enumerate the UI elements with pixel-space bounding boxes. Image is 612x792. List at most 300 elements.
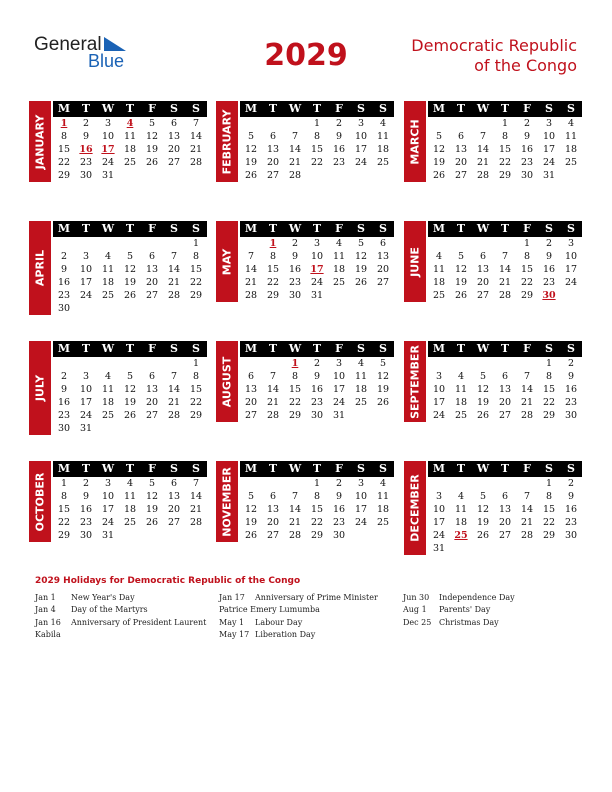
day-cell: 1 [192,358,200,369]
week-row [53,302,207,315]
week-row [428,396,582,409]
week-row [240,529,394,542]
week-row [53,529,207,542]
day-cell [428,237,450,250]
day-cell: 12 [432,144,446,155]
day-cell: 21 [167,397,181,408]
week-row [53,490,207,503]
day-cell: 10 [79,384,93,395]
month-name: OCTOBER [33,472,47,531]
day-cell [163,169,185,182]
day-cell: 5 [247,491,255,502]
day-cell: 4 [435,251,443,262]
day-cell [472,477,494,490]
day-cell: 29 [310,530,324,541]
day-cell: 22 [542,397,556,408]
week-row [428,289,582,302]
weekday-label: M [57,342,71,355]
month-label [216,341,238,422]
day-cell [240,357,262,370]
day-cell: 26 [476,410,490,421]
weekday-label: T [500,462,510,475]
day-cell: 31 [432,543,446,554]
week-row [53,156,207,169]
day-cell: 2 [82,478,90,489]
day-cell: 2 [335,118,343,129]
week-row [428,276,582,289]
day-cell [141,357,163,370]
day-cell: 3 [545,118,553,129]
holiday-item [35,629,211,641]
day-cell: 7 [523,491,531,502]
day-cell: 14 [520,384,534,395]
day-cell [516,542,538,555]
day-cell: 21 [498,277,512,288]
day-cell: 24 [79,410,93,421]
week-row [53,169,207,182]
day-cell [185,529,207,542]
week-row [428,477,582,490]
week-row [240,396,394,409]
day-cell [75,302,97,315]
day-cell: 28 [266,410,280,421]
week-row [240,383,394,396]
day-cell: 16 [520,144,534,155]
day-cell: 3 [335,358,343,369]
week-row [240,477,394,490]
weekday-label: T [268,342,278,355]
day-cell: 25 [432,290,446,301]
day-cell: 1 [60,478,68,489]
day-cell: 11 [454,504,468,515]
weekday-label: F [523,342,531,355]
day-cell: 16 [79,144,93,155]
day-cell: 24 [564,277,578,288]
day-cell: 7 [170,371,178,382]
week-row [53,383,207,396]
day-cell: 26 [145,157,159,168]
weekday-label: F [523,462,531,475]
day-cell [372,289,394,302]
day-cell: 10 [79,264,93,275]
weekday-label: M [57,462,71,475]
day-cell: 22 [57,517,71,528]
weekday-label: T [312,222,322,235]
day-cell: 3 [567,238,575,249]
day-cell: 19 [376,384,390,395]
day-cell: 18 [354,384,368,395]
weekday-header [428,221,582,237]
weekday-header [428,341,582,357]
day-cell: 30 [542,290,556,301]
week-row [240,289,394,302]
day-cell: 16 [564,504,578,515]
weekday-label: S [545,102,553,115]
day-cell: 6 [170,478,178,489]
day-cell: 22 [542,517,556,528]
day-cell [262,117,284,130]
day-cell: 9 [335,491,343,502]
week-row [428,357,582,370]
month-label [29,461,51,542]
day-cell: 23 [288,277,302,288]
day-cell: 5 [479,371,487,382]
day-cell: 3 [313,238,321,249]
day-cell: 28 [288,170,302,181]
holiday-name: New Year's Day [71,593,135,602]
weekday-header [240,221,394,237]
weekday-header [240,461,394,477]
holiday-item [403,604,579,616]
weekday-label: T [456,102,466,115]
weekday-header [53,461,207,477]
day-cell: 12 [123,384,137,395]
day-cell: 25 [454,530,468,541]
day-cell: 17 [432,397,446,408]
day-cell [538,542,560,555]
weekday-header [240,341,394,357]
day-cell: 17 [79,277,93,288]
day-cell: 25 [101,290,115,301]
holiday-item [35,604,211,616]
day-cell: 3 [357,118,365,129]
day-cell: 11 [454,384,468,395]
weekday-label: F [148,102,156,115]
day-cell [560,169,582,182]
day-cell: 29 [288,410,302,421]
day-cell: 26 [476,530,490,541]
day-cell: 5 [479,491,487,502]
day-cell: 8 [192,251,200,262]
day-cell: 9 [567,491,575,502]
day-cell [75,357,97,370]
day-cell: 19 [145,144,159,155]
weekday-label: S [567,462,575,475]
day-cell: 16 [79,504,93,515]
weekday-label: M [57,102,71,115]
weekday-label: F [523,102,531,115]
day-cell [328,289,350,302]
day-cell: 17 [310,264,324,275]
week-row [428,383,582,396]
weekday-label: M [57,222,71,235]
day-cell: 18 [101,397,115,408]
day-cell [560,289,582,302]
day-cell: 19 [145,504,159,515]
week-row [53,143,207,156]
weekday-label: T [456,462,466,475]
month-name: JANUARY [33,114,47,169]
day-cell: 25 [101,410,115,421]
weekday-label: W [288,222,302,235]
day-cell: 18 [332,264,346,275]
day-cell: 12 [244,144,258,155]
day-cell: 10 [432,384,446,395]
day-cell: 28 [520,410,534,421]
day-cell: 7 [291,491,299,502]
week-row [53,409,207,422]
day-cell [284,477,306,490]
day-cell: 17 [101,144,115,155]
day-cell: 27 [266,170,280,181]
day-cell: 14 [167,384,181,395]
day-cell: 27 [498,410,512,421]
day-cell: 30 [57,303,71,314]
day-cell: 3 [357,478,365,489]
weekday-label: T [500,222,510,235]
weekday-label: F [148,342,156,355]
week-row [240,263,394,276]
week-row [240,169,394,182]
holiday-name: Day of the Martyrs [71,605,148,615]
day-cell [119,529,141,542]
day-cell: 20 [244,397,258,408]
day-cell: 4 [335,238,343,249]
day-cell [97,302,119,315]
month-december [404,461,582,555]
week-row [428,117,582,130]
day-cell: 24 [432,530,446,541]
week-row [240,250,394,263]
month-days-grid [240,461,394,542]
holiday-date: Dec 25 [403,617,432,627]
week-row [428,370,582,383]
month-days-grid [53,341,207,435]
holiday-date: Aug 1 [403,605,427,615]
day-cell [141,529,163,542]
month-april [29,221,207,315]
day-cell: 16 [57,277,71,288]
week-row [53,516,207,529]
day-cell [97,422,119,435]
day-cell: 14 [189,491,203,502]
weekday-label: M [432,342,446,355]
day-cell: 13 [454,144,468,155]
day-cell: 1 [501,118,509,129]
weekday-label: W [101,342,115,355]
day-cell: 25 [123,517,137,528]
week-row [53,276,207,289]
day-cell: 17 [354,504,368,515]
weekday-label: T [456,222,466,235]
day-cell: 29 [266,290,280,301]
day-cell: 30 [79,530,93,541]
day-cell [284,117,306,130]
day-cell: 23 [542,277,556,288]
week-row [428,250,582,263]
month-name: MARCH [408,118,422,165]
day-cell: 9 [60,264,68,275]
day-cell: 31 [79,423,93,434]
day-cell: 2 [567,478,575,489]
holiday-name: Christmas Day [439,617,499,627]
day-cell: 24 [542,157,556,168]
day-cell: 11 [376,491,390,502]
day-cell [428,477,450,490]
day-cell: 18 [101,277,115,288]
day-cell: 11 [354,371,368,382]
day-cell: 13 [476,264,490,275]
day-cell: 23 [310,397,324,408]
day-cell: 4 [357,358,365,369]
weekday-label: S [379,342,387,355]
day-cell: 8 [501,131,509,142]
day-cell: 20 [454,157,468,168]
day-cell: 7 [170,251,178,262]
day-cell [53,357,75,370]
day-cell: 22 [520,277,534,288]
weekday-label: W [288,462,302,475]
month-label [404,221,426,302]
day-cell: 25 [123,157,137,168]
weekday-label: T [312,462,322,475]
day-cell [141,422,163,435]
weekday-label: T [125,222,135,235]
day-cell: 8 [313,491,321,502]
day-cell: 8 [60,131,68,142]
day-cell: 6 [379,238,387,249]
day-cell: 14 [520,504,534,515]
holiday-name: Anniversary of President Laurent [71,617,207,627]
day-cell [494,542,516,555]
holidays-column [35,592,211,641]
week-row [428,409,582,422]
month-days-grid [240,221,394,302]
holiday-name: Parents' Day [439,605,491,615]
day-cell: 28 [189,157,203,168]
logo-general-text: General [34,34,102,55]
day-cell: 6 [269,131,277,142]
day-cell: 18 [123,504,137,515]
day-cell: 24 [310,277,324,288]
day-cell [350,409,372,422]
day-cell: 14 [498,264,512,275]
week-row [53,130,207,143]
day-cell: 23 [57,290,71,301]
holiday-date: May 1 [219,617,245,627]
weekday-label: W [476,222,490,235]
day-cell: 26 [244,170,258,181]
holiday-date: Jun 30 [403,593,430,602]
day-cell: 16 [542,264,556,275]
week-row [240,130,394,143]
day-cell [328,169,350,182]
day-cell: 20 [498,397,512,408]
day-cell: 10 [542,131,556,142]
day-cell: 2 [60,251,68,262]
day-cell: 29 [189,290,203,301]
day-cell [185,169,207,182]
day-cell: 27 [498,530,512,541]
day-cell: 22 [310,517,324,528]
month-june [404,221,582,302]
day-cell [372,169,394,182]
day-cell: 7 [192,478,200,489]
day-cell: 9 [335,131,343,142]
weekday-label: F [335,342,343,355]
page-title-year: 2029 [264,38,348,73]
day-cell: 1 [291,358,299,369]
day-cell: 2 [523,118,531,129]
weekday-label: T [81,102,91,115]
month-march [404,101,582,182]
holiday-item [403,617,579,629]
week-row [240,490,394,503]
day-cell: 11 [123,491,137,502]
country-name: Democratic Republic of the Congo [411,36,577,75]
day-cell: 16 [564,384,578,395]
weekday-label: S [379,222,387,235]
day-cell [472,117,494,130]
day-cell: 9 [545,251,553,262]
day-cell: 26 [454,290,468,301]
day-cell [141,302,163,315]
day-cell: 21 [189,504,203,515]
day-cell: 12 [376,371,390,382]
day-cell: 26 [432,170,446,181]
day-cell: 1 [313,118,321,129]
month-label [216,461,238,542]
day-cell: 22 [310,157,324,168]
day-cell [494,237,516,250]
day-cell: 6 [148,371,156,382]
day-cell: 10 [564,251,578,262]
week-row [240,357,394,370]
day-cell: 20 [266,517,280,528]
month-february [216,101,394,182]
week-row [240,370,394,383]
weekday-label: M [244,222,258,235]
day-cell: 18 [454,397,468,408]
weekday-label: M [432,462,446,475]
day-cell: 21 [288,517,302,528]
day-cell: 2 [567,358,575,369]
day-cell: 25 [564,157,578,168]
day-cell [306,169,328,182]
weekday-label: W [101,102,115,115]
day-cell: 24 [101,157,115,168]
holiday-item [403,592,579,604]
weekday-label: S [545,222,553,235]
day-cell: 5 [148,478,156,489]
weekday-label: W [288,102,302,115]
weekday-label: T [312,342,322,355]
day-cell: 22 [498,157,512,168]
day-cell: 13 [167,131,181,142]
day-cell: 8 [192,371,200,382]
day-cell: 6 [170,118,178,129]
day-cell: 5 [457,251,465,262]
day-cell: 15 [266,264,280,275]
day-cell [141,237,163,250]
day-cell: 17 [101,504,115,515]
day-cell: 15 [288,384,302,395]
weekday-label: S [567,222,575,235]
day-cell: 17 [79,397,93,408]
day-cell: 6 [247,371,255,382]
day-cell: 22 [266,277,280,288]
day-cell: 17 [564,264,578,275]
day-cell [472,237,494,250]
day-cell: 15 [189,384,203,395]
holiday-name: Kabila [35,629,61,639]
day-cell: 10 [101,491,115,502]
day-cell: 12 [454,264,468,275]
day-cell: 2 [291,238,299,249]
day-cell: 31 [542,170,556,181]
day-cell: 8 [545,491,553,502]
weekday-label: T [312,102,322,115]
